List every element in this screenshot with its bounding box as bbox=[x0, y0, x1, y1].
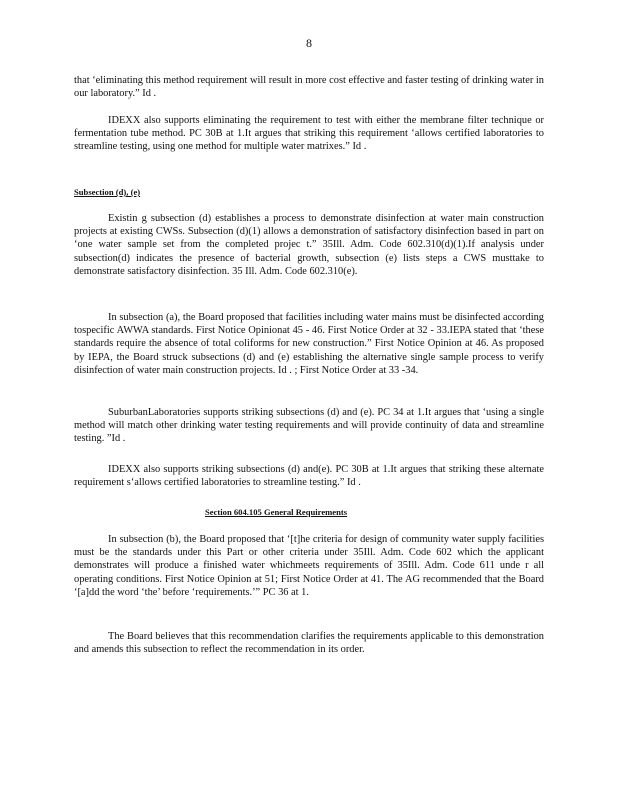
paragraph-7: In subsection (b), the Board proposed that ‘[t]he criteria for design of community water supply facilities must be the standards under this Part or other criteria under 35Ill. Adm. Code 602 which the applicant demonstrates will produce a finished water whichmeets requirements of 35Ill. Adm. Code 611 unde r all operating conditions. First Notice Opinion at 51; First Notice Order at 41. The AG recommended that the Board ‘[a]dd the word ‘the’ before ‘requirements.’” PC 36 at 1. bbox=[74, 534, 544, 598]
paragraph-5: SuburbanLaboratories supports striking subsections (d) and (e). PC 34 at 1.It argues that ‘using a single method will match other drinking water testing requirements and will provide continuity of data and streamline testing. ”Id . bbox=[74, 407, 544, 445]
section-heading-general-requirements: Section 604.105 General Requirements bbox=[205, 507, 348, 517]
paragraph-2: IDEXX also supports eliminating the requirement to test with either the membrane filter technique or fermentation tube method. PC 30B at 1.It argues that striking this requirement ‘allows certified laboratories to streamline testing, using one method for multiple water matrixes.” Id . bbox=[74, 115, 544, 153]
paragraph-4: In subsection (a), the Board proposed that facilities including water mains must be disinfected according tospecific AWWA standards. First Notice Opinionat 45 - 46. First Notice Order at 32 - 33.IEPA stated that ‘these standards require the absence of total coliforms for new construction.” First Notice Opinion at 46. As proposed by IEPA, the Board struck subsections (d) and (e) establishing the alternative single sample process to verify disinfection of water main construction projects. Id . ; First Notice Order at 33 -34. bbox=[74, 312, 544, 376]
paragraph-8: The Board believes that this recommendation clarifies the requirements applicable to this demonstration and amends this subsection to reflect the recommendation in its order. bbox=[74, 631, 544, 656]
paragraph-3: Existin g subsection (d) establishes a process to demonstrate disinfection at water main construction projects at existing CWSs. Subsection (d)(1) allows a demonstration of satisfactory disinfection based in part on ‘one water sample set from the completed projec t.” 35Ill. Adm. Code 602.310(d)(1).If analysis under subsection(d) indicates the presence of bacterial growth, subsection (e) lists steps a CWS musttake to demonstrate satisfactory disinfection. 35 Ill. Adm. Code 602.310(e). bbox=[74, 213, 544, 277]
section-heading-subsection-d-e: Subsection (d), (e) bbox=[74, 187, 141, 197]
page-number: 8 bbox=[306, 36, 312, 50]
paragraph-6: IDEXX also supports striking subsections (d) and(e). PC 30B at 1.It argues that striking these alternate requirement s‘allows certified laboratories to streamline testing.” Id . bbox=[74, 464, 544, 489]
paragraph-1: that ‘eliminating this method requirement will result in more cost effective and faster testing of drinking water in our laboratory.” Id . bbox=[74, 75, 544, 100]
